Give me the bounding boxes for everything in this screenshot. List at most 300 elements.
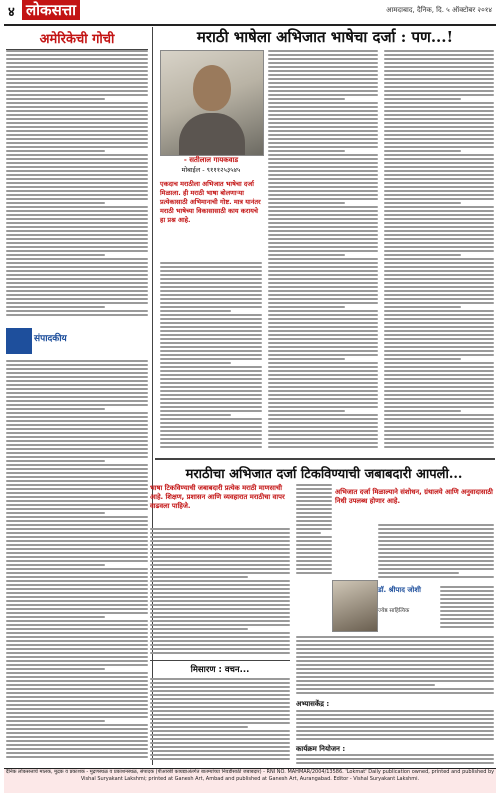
second-author-role: ज्येष्ठ साहित्यिक <box>378 608 410 614</box>
text-line <box>378 552 494 554</box>
text-line <box>268 314 378 316</box>
text-line <box>268 430 378 432</box>
text-line <box>296 560 332 562</box>
subhead-study: अभ्यासकेंद्र : <box>296 700 330 708</box>
text-line <box>150 690 290 692</box>
text-line <box>6 748 148 750</box>
text-line <box>384 414 494 416</box>
text-line <box>6 278 148 280</box>
text-line <box>268 178 378 180</box>
text-line <box>378 532 494 534</box>
text-line <box>6 110 148 112</box>
text-line <box>296 652 494 654</box>
text-line <box>6 138 148 140</box>
text-line <box>296 660 494 662</box>
text-line <box>6 540 148 542</box>
text-line <box>6 298 148 300</box>
text-line <box>384 174 494 176</box>
text-line <box>6 258 148 260</box>
text-line <box>6 620 148 622</box>
text-line <box>296 516 332 518</box>
text-line <box>268 166 378 168</box>
text-line <box>6 472 148 474</box>
text-line <box>160 390 262 392</box>
text-line <box>384 398 494 400</box>
text-line <box>160 286 262 288</box>
text-line <box>150 564 290 566</box>
text-line <box>268 410 345 412</box>
text-line <box>384 446 494 448</box>
second-body-col2b <box>296 636 494 696</box>
author-caption <box>160 156 262 174</box>
text-line <box>160 370 262 372</box>
text-line <box>440 626 494 628</box>
text-line <box>150 584 290 586</box>
text-line <box>160 338 262 340</box>
text-line <box>268 118 378 120</box>
text-line <box>384 410 461 412</box>
text-line <box>268 246 378 248</box>
text-line <box>160 442 262 444</box>
text-line <box>6 230 148 232</box>
mini-divider <box>150 660 290 661</box>
text-line <box>384 314 494 316</box>
text-line <box>6 680 148 682</box>
text-line <box>160 398 262 400</box>
text-line <box>6 548 148 550</box>
text-line <box>378 548 494 550</box>
text-line <box>268 438 378 440</box>
text-line <box>150 612 290 614</box>
text-line <box>268 78 378 80</box>
text-line <box>296 488 332 490</box>
text-line <box>6 644 148 646</box>
text-line <box>150 738 290 740</box>
text-line <box>268 86 378 88</box>
text-line <box>268 358 345 360</box>
text-line <box>384 82 494 84</box>
text-line <box>6 290 148 292</box>
text-line <box>150 734 290 736</box>
text-line <box>6 408 105 410</box>
text-line <box>6 476 148 478</box>
text-line <box>150 580 290 582</box>
text-line <box>378 576 494 578</box>
text-line <box>150 608 290 610</box>
text-line <box>160 446 262 448</box>
text-line <box>378 572 459 574</box>
text-line <box>296 504 332 506</box>
text-line <box>150 624 290 626</box>
text-line <box>6 98 105 100</box>
text-line <box>6 600 148 602</box>
text-line <box>268 114 378 116</box>
text-line <box>384 54 494 56</box>
text-line <box>296 684 435 686</box>
text-line <box>384 390 494 392</box>
text-line <box>268 258 378 260</box>
second-body-col1 <box>150 528 290 656</box>
column-badge-icon <box>6 328 32 354</box>
text-line <box>268 378 378 380</box>
text-line <box>150 722 290 724</box>
text-line <box>384 126 494 128</box>
text-line <box>6 616 105 618</box>
text-line <box>268 186 378 188</box>
text-line <box>268 170 378 172</box>
editorial-body-continued <box>6 360 148 760</box>
text-line <box>384 342 494 344</box>
text-line <box>268 350 378 352</box>
text-line <box>6 146 148 148</box>
text-line <box>6 314 148 316</box>
text-line <box>6 672 148 674</box>
text-line <box>296 496 332 498</box>
text-line <box>150 560 290 562</box>
text-line <box>384 366 494 368</box>
text-line <box>440 586 494 588</box>
text-line <box>268 218 378 220</box>
text-line <box>160 270 262 272</box>
text-line <box>268 210 378 212</box>
text-line <box>268 262 378 264</box>
text-line <box>6 94 148 96</box>
text-line <box>268 418 378 420</box>
text-line <box>384 346 494 348</box>
text-line <box>296 672 494 674</box>
editorial-title: अमेरिकेची गोची <box>6 29 148 50</box>
text-line <box>268 58 378 60</box>
text-line <box>6 384 148 386</box>
text-line <box>384 210 494 212</box>
text-line <box>6 704 148 706</box>
text-line <box>6 656 148 658</box>
text-line <box>384 394 494 396</box>
text-line <box>384 66 494 68</box>
text-line <box>268 174 378 176</box>
text-line <box>6 596 148 598</box>
text-line <box>440 618 494 620</box>
main-body-col3 <box>384 50 494 452</box>
text-line <box>6 588 148 590</box>
text-line <box>296 564 332 566</box>
text-line <box>6 242 148 244</box>
text-line <box>6 492 148 494</box>
text-line <box>384 122 494 124</box>
text-line <box>6 202 105 204</box>
text-line <box>440 606 494 608</box>
text-line <box>296 676 494 678</box>
text-line <box>384 266 494 268</box>
text-line <box>6 250 148 252</box>
text-line <box>384 294 494 296</box>
text-line <box>150 592 290 594</box>
text-line <box>268 70 378 72</box>
text-line <box>384 438 494 440</box>
text-line <box>268 334 378 336</box>
text-line <box>160 358 262 360</box>
text-line <box>6 676 148 678</box>
text-line <box>6 420 148 422</box>
text-line <box>6 254 105 256</box>
text-line <box>160 382 262 384</box>
text-line <box>6 524 148 526</box>
text-line <box>384 146 494 148</box>
text-line <box>384 62 494 64</box>
subhead-program: कार्यक्रम नियोजन : <box>296 745 346 753</box>
text-line <box>150 682 290 684</box>
text-line <box>6 712 148 714</box>
text-line <box>384 358 461 360</box>
text-line <box>384 302 494 304</box>
text-line <box>6 222 148 224</box>
text-line <box>268 294 378 296</box>
text-line <box>6 294 148 296</box>
text-line <box>6 130 148 132</box>
text-line <box>6 436 148 438</box>
text-line <box>160 342 262 344</box>
text-line <box>6 488 148 490</box>
text-line <box>268 254 345 256</box>
text-line <box>6 720 105 722</box>
text-line <box>6 632 148 634</box>
text-line <box>378 528 494 530</box>
text-line <box>6 274 148 276</box>
main-body-col2 <box>268 50 378 452</box>
text-line <box>6 376 148 378</box>
text-line <box>6 78 148 80</box>
text-line <box>6 500 148 502</box>
text-line <box>268 326 378 328</box>
text-line <box>384 114 494 116</box>
text-line <box>268 130 378 132</box>
text-line <box>150 706 290 708</box>
text-line <box>384 442 494 444</box>
text-line <box>296 758 494 760</box>
text-line <box>384 378 494 380</box>
text-line <box>268 158 378 160</box>
text-line <box>6 364 148 366</box>
text-line <box>6 736 148 738</box>
text-line <box>384 98 461 100</box>
text-line <box>268 250 378 252</box>
text-line <box>384 426 494 428</box>
text-line <box>6 58 148 60</box>
text-line <box>268 66 378 68</box>
second-headline: मराठीचा अभिजात दर्जा टिकविण्याची जबाबदारी आपली... <box>185 467 463 482</box>
text-line <box>378 560 494 562</box>
text-line <box>150 544 290 546</box>
text-line <box>6 512 105 514</box>
text-line <box>384 386 494 388</box>
text-line <box>6 214 148 216</box>
text-line <box>150 616 290 618</box>
text-line <box>6 724 148 726</box>
text-line <box>6 664 148 666</box>
text-line <box>384 238 494 240</box>
text-line <box>160 330 262 332</box>
text-line <box>296 668 494 670</box>
text-line <box>6 448 148 450</box>
text-line <box>6 532 148 534</box>
text-line <box>160 302 262 304</box>
text-line <box>160 426 262 428</box>
text-line <box>384 250 494 252</box>
text-line <box>296 648 494 650</box>
text-line <box>384 170 494 172</box>
text-line <box>268 298 378 300</box>
text-line <box>296 492 332 494</box>
text-line <box>384 158 494 160</box>
text-line <box>6 134 148 136</box>
text-line <box>268 98 345 100</box>
text-line <box>384 330 494 332</box>
text-line <box>6 388 148 390</box>
text-line <box>296 754 494 756</box>
text-line <box>384 70 494 72</box>
text-line <box>268 442 378 444</box>
text-line <box>378 540 494 542</box>
text-line <box>268 446 378 448</box>
text-line <box>150 746 290 748</box>
text-line <box>160 278 262 280</box>
text-line <box>384 282 494 284</box>
sub1-body <box>296 710 494 742</box>
second-author-photo <box>332 580 378 632</box>
text-line <box>6 612 148 614</box>
text-line <box>440 594 494 596</box>
text-line <box>296 540 332 542</box>
text-line <box>6 440 148 442</box>
text-line <box>440 614 494 616</box>
text-line <box>6 576 148 578</box>
text-line <box>6 82 148 84</box>
text-line <box>150 604 290 606</box>
text-line <box>6 310 148 312</box>
text-line <box>296 500 332 502</box>
text-line <box>6 732 148 734</box>
text-line <box>384 74 494 76</box>
text-line <box>6 580 148 582</box>
text-line <box>384 194 494 196</box>
text-line <box>268 194 378 196</box>
text-line <box>268 306 345 308</box>
text-line <box>384 134 494 136</box>
text-line <box>160 314 262 316</box>
text-line <box>6 456 148 458</box>
text-line <box>384 418 494 420</box>
text-line <box>384 94 494 96</box>
text-line <box>384 262 494 264</box>
text-line <box>6 174 148 176</box>
text-line <box>296 714 494 716</box>
text-line <box>378 556 494 558</box>
text-line <box>160 362 231 364</box>
text-line <box>6 166 148 168</box>
text-line <box>384 90 494 92</box>
text-line <box>384 218 494 220</box>
text-line <box>268 230 378 232</box>
text-line <box>6 700 148 702</box>
text-line <box>150 730 290 732</box>
second-body-col3 <box>378 524 494 580</box>
text-line <box>6 452 148 454</box>
text-line <box>6 126 148 128</box>
text-line <box>160 378 262 380</box>
text-line <box>384 154 494 156</box>
text-line <box>160 326 262 328</box>
text-line <box>6 170 148 172</box>
text-line <box>384 150 461 152</box>
text-line <box>268 422 378 424</box>
text-line <box>384 242 494 244</box>
text-line <box>268 266 378 268</box>
text-line <box>440 602 494 604</box>
text-line <box>6 238 148 240</box>
text-line <box>6 668 105 670</box>
text-line <box>150 698 290 700</box>
text-line <box>6 106 148 108</box>
text-line <box>268 330 378 332</box>
text-line <box>296 640 494 642</box>
text-line <box>296 710 494 712</box>
text-line <box>384 118 494 120</box>
text-line <box>6 468 148 470</box>
text-line <box>440 610 494 612</box>
text-line <box>160 402 262 404</box>
text-line <box>296 568 332 570</box>
text-line <box>440 590 494 592</box>
text-line <box>6 708 148 710</box>
text-line <box>268 278 378 280</box>
text-line <box>150 726 248 728</box>
text-line <box>150 572 290 574</box>
text-line <box>296 644 494 646</box>
second-body-col3b <box>440 586 494 632</box>
text-line <box>296 536 332 538</box>
second-body-col2 <box>296 484 332 576</box>
text-line <box>268 342 378 344</box>
text-line <box>6 150 105 152</box>
text-line <box>384 258 494 260</box>
text-line <box>268 102 378 104</box>
text-line <box>268 226 378 228</box>
text-line <box>6 392 148 394</box>
text-line <box>6 572 148 574</box>
text-line <box>384 106 494 108</box>
text-line <box>378 536 494 538</box>
text-line <box>296 520 332 522</box>
text-line <box>6 198 148 200</box>
text-line <box>268 366 378 368</box>
text-line <box>150 600 290 602</box>
text-line <box>160 322 262 324</box>
text-line <box>150 718 290 720</box>
text-line <box>160 414 231 416</box>
text-line <box>6 556 148 558</box>
text-line <box>6 684 148 686</box>
text-line <box>6 564 105 566</box>
text-line <box>6 102 148 104</box>
text-line <box>6 206 148 208</box>
text-line <box>150 686 290 688</box>
text-line <box>296 556 332 558</box>
text-line <box>6 186 148 188</box>
text-line <box>378 564 494 566</box>
text-line <box>6 480 148 482</box>
text-line <box>6 122 148 124</box>
text-line <box>268 146 378 148</box>
